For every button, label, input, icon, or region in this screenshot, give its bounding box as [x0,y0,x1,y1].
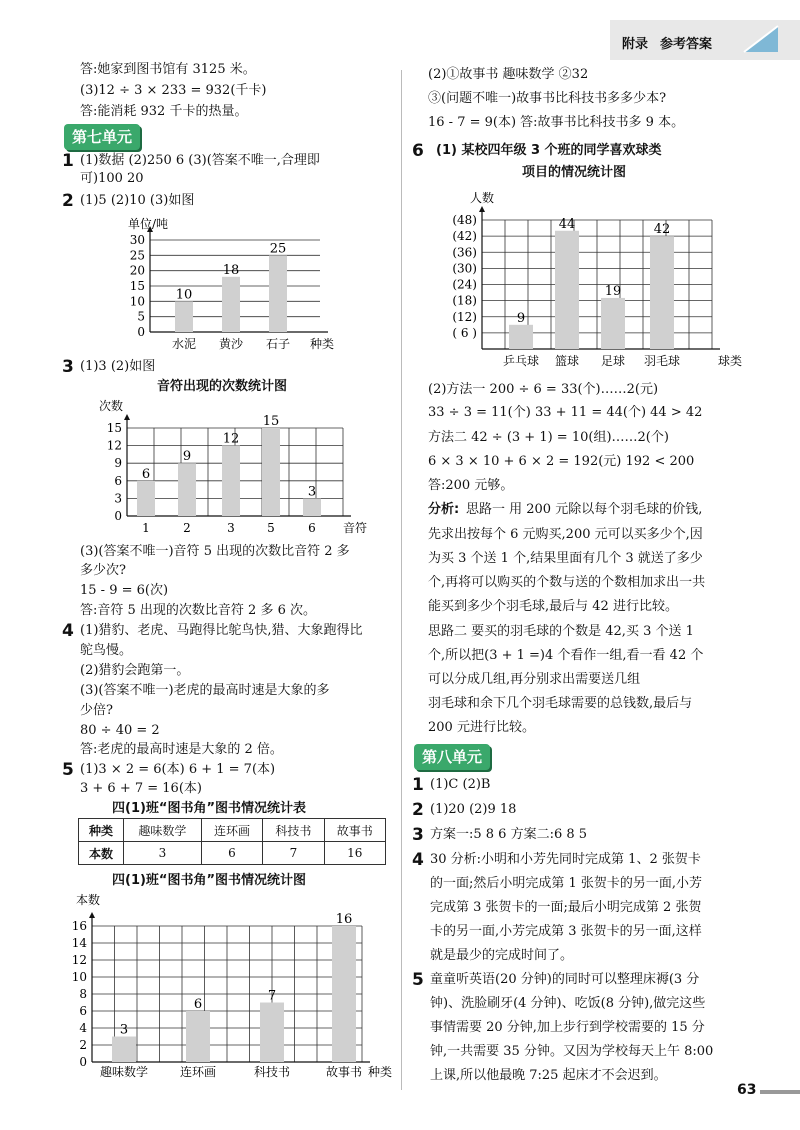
y-tick-label: 30 [129,233,145,247]
q4-l3: (2)猎豹会跑第一。 [80,663,190,678]
x-tick-label: 黄沙 [218,337,244,351]
bar [112,1037,136,1063]
table-cell: 趣味数学 [124,819,202,842]
q6-title1: (1) 某校四年级 3 个班的同学喜欢球类 [436,143,662,158]
chart-books [62,890,398,1080]
x-tick-label: 水泥 [171,337,197,351]
q4-l2: 鸵鸟慢。 [80,643,133,658]
y-tick-label: 6 [114,473,122,488]
bar-value-label: 42 [653,222,671,238]
bar [260,1003,284,1063]
u8q2-text: (1)20 (2)9 18 [430,802,517,817]
bar-value-label: 6 [193,997,203,1012]
y-tick-label: (30) [452,261,477,276]
y-tick-label: 10 [71,970,87,984]
bar-value-label: 7 [267,988,277,1004]
bar-value-label: 9 [516,310,526,326]
x-axis-label: 种类 [309,337,335,351]
y-axis-arrow [479,206,485,212]
left-line: 答:能消耗 932 千卡的热量。 [80,104,248,119]
bar [269,255,287,332]
q4-number: 4 [62,621,74,641]
y-tick-label: 14 [71,936,87,950]
q3-line1: (1)3 (2)如图 [80,359,156,374]
bar-value-label: 3 [307,484,317,500]
bar-value-label: 15 [262,414,280,429]
page-number-bar [760,1090,800,1094]
y-tick-label: 0 [79,1055,87,1069]
chart-materials [110,210,350,355]
bar-value-label: 18 [222,262,240,278]
y-tick-label: 15 [106,421,122,435]
bar [175,301,193,332]
x-tick-label: 2 [183,521,191,535]
q1-line1: (1)数据 (2)250 6 (3)(答案不唯一,合理即 [80,153,320,168]
q6-m4: 6 × 3 × 10 + 6 × 2 = 192(元) 192 < 200 [428,454,695,469]
u8q4-number: 4 [412,850,424,870]
y-tick-label: (24) [452,277,477,292]
q5-l2: 3 + 6 + 7 = 16(本) [80,781,202,796]
u8q2-number: 2 [412,800,424,820]
x-tick-label: 5 [267,521,275,535]
books-table [78,818,386,865]
y-axis-label: 次数 [99,399,124,413]
chart2-title: 音符出现的次数统计图 [157,379,288,394]
bar-value-label: 3 [119,1022,129,1038]
u8q4-l3: 完成第 3 张贺卡的一面;最后小明完成第 2 张贺 [430,900,702,915]
q6-f3: 为买 3 个送 1 个,结果里面有几个 3 就送了多少 [428,551,703,566]
right-line: (2)①故事书 趣味数学 ②32 [428,67,589,82]
y-tick-label: ( 6 ) [452,325,477,340]
q6-g2: 个,所以把(3 + 1 =)4 个看作一组,看一看 42 个 [428,648,704,663]
y-tick-label: 8 [79,987,87,1001]
bar [222,446,240,516]
x-tick-label: 6 [308,521,316,535]
x-tick-label: 科技书 [253,1065,291,1079]
bar [186,1011,210,1062]
y-tick-label: 15 [129,279,145,293]
y-axis-arrow [89,912,95,918]
u8q5-l3: 事情需要 20 分钟,加上步行到学校需要的 15 分 [430,1020,705,1035]
book-icon [740,22,782,56]
u8q1-number: 1 [412,775,424,795]
header-appendix: 附录 [622,37,649,52]
x-tick-label: 篮球 [554,354,580,368]
q6-g5: 200 元进行比较。 [428,720,535,735]
u8q1-text: (1)C (2)B [430,777,491,792]
q2-line1: (1)5 (2)10 (3)如图 [80,193,195,208]
table-header-row [79,819,386,842]
x-tick-label: 1 [142,521,150,535]
q6-f2: 先求出按每个 6 元购买,200 元可以买多少个,因 [428,527,703,542]
q6-m3: 方法二 42 ÷ (3 + 1) = 10(组)……2(个) [428,430,669,445]
y-tick-label: 0 [114,509,122,523]
q6-f5: 能买到多少个羽毛球,最后与 42 进行比较。 [428,599,678,614]
y-tick-label: 6 [79,1004,87,1018]
q4-l5: 少倍? [80,703,113,718]
x-tick-label: 故事书 [325,1065,363,1079]
u8q4-l2: 的一面;然后小明完成第 1 张贺卡的另一面,小芳 [430,876,703,891]
u8q3-text: 方案一:5 8 6 方案二:6 8 5 [430,827,588,842]
bar-value-label: 44 [558,216,576,232]
q6-f1: 思路一 用 200 元除以每个羽毛球的价钱, [466,502,703,517]
q6-title2: 项目的情况统计图 [522,165,627,180]
page-number: 63 [737,1082,757,1098]
y-tick-label: 4 [79,1021,87,1035]
unit7-heading: 第七单元 [64,124,140,150]
x-tick-label: 趣味数学 [99,1065,149,1079]
x-tick-label: 羽毛球 [643,354,681,368]
q5-number: 5 [62,760,74,780]
y-tick-label: (48) [452,213,477,227]
y-tick-label: 5 [137,309,145,324]
y-tick-label: 9 [114,456,122,471]
bar-value-label: 10 [175,287,193,303]
y-axis-arrow [124,414,130,420]
y-tick-label: (42) [452,229,477,244]
table-cell: 6 [201,842,262,865]
q5-l1: (1)3 × 2 = 6(本) 6 + 1 = 7(本) [80,762,276,777]
q6-g3: 可以分成几组,再分别求出需要送几组 [428,672,641,687]
q6-m5: 答:200 元够。 [428,478,514,493]
table-cell: 故事书 [324,819,385,842]
bar [601,298,625,349]
bar [650,236,674,349]
u8q4-l5: 就是最少的完成时间了。 [430,948,574,963]
y-tick-label: 20 [129,263,145,278]
bar [178,463,196,516]
x-tick-label: 乒乓球 [502,354,540,368]
bar [332,926,356,1062]
table-title: 四(1)班“图书角”图书情况统计表 [112,801,307,816]
y-tick-label: 3 [114,491,122,506]
table-cell: 7 [263,842,324,865]
left-line: 答:她家到图书馆有 3125 米。 [80,62,256,77]
table-cell: 连环画 [201,819,262,842]
column-divider [401,70,402,1090]
x-tick-label: 足球 [600,354,626,368]
x-axis-label: 音符 [342,521,368,535]
table-row [79,842,386,865]
y-axis-label: 人数 [470,191,495,205]
x-tick-label: 石子 [265,337,291,351]
bar [262,428,280,516]
bar-value-label: 12 [222,431,240,447]
u8q3-number: 3 [412,825,424,845]
chart3-title: 四(1)班“图书角”图书情况统计图 [112,873,307,888]
bar-value-label: 6 [141,466,151,482]
bar-value-label: 25 [269,241,287,257]
bar [555,231,579,349]
table-cell: 本数 [79,842,124,865]
q1-number: 1 [62,151,74,171]
u8q5-l4: 钟,一共需要 35 分钟。又因为学校每天上午 8:00 [430,1044,714,1059]
u8q5-l2: 钟)、洗脸刷牙(4 分钟)、吃饭(8 分钟),做完这些 [430,996,706,1011]
chart-notes [85,396,395,538]
bar [222,277,240,332]
bar [509,325,533,349]
right-line: ③(问题不唯一)故事书比科技书多多少本? [428,91,667,106]
q6-f4: 个,再将可以购买的个数与送的个数相加求出一共 [428,575,706,590]
bar [137,481,155,516]
q2-number: 2 [62,191,74,211]
q6-g1: 思路二 要买的羽毛球的个数是 42,买 3 个送 1 [428,624,694,639]
table-cell: 3 [124,842,202,865]
y-tick-label: 2 [79,1038,87,1052]
x-tick-label: 3 [227,521,235,535]
q6-m1: (2)方法一 200 ÷ 6 = 33(个)……2(元) [428,382,659,397]
bar-value-label: 19 [604,283,622,299]
q1-line2: 可)100 20 [80,171,144,186]
y-axis-label: 单位/吨 [128,217,169,231]
q3-a1: (3)(答案不唯一)音符 5 出现的次数比音符 2 多 [80,544,350,559]
table-cell: 科技书 [263,819,324,842]
u8q5-number: 5 [412,970,424,990]
u8q5-l5: 上课,所以他最晚 7:25 起床才不会迟到。 [430,1068,667,1083]
y-tick-label: (12) [452,309,477,324]
q3-a4: 答:音符 5 出现的次数比音符 2 多 6 次。 [80,603,316,618]
left-line: (3)12 ÷ 3 × 233 = 932(千卡) [80,83,267,98]
q4-l7: 答:老虎的最高时速是大象的 2 倍。 [80,742,283,757]
q6-m2: 33 ÷ 3 = 11(个) 33 + 11 = 44(个) 44 > 42 [428,405,703,420]
y-tick-label: 10 [129,294,145,309]
bar-value-label: 9 [182,449,192,465]
chart-ballgames [412,186,742,376]
y-tick-label: 16 [71,919,87,933]
y-tick-label: 12 [71,953,87,967]
x-axis-label: 球类 [717,354,742,368]
x-axis-label: 种类 [367,1065,393,1079]
y-tick-label: 0 [137,325,145,339]
unit8-heading: 第八单元 [414,744,490,770]
u8q5-l1: 童童听英语(20 分钟)的同时可以整理床褥(3 分 [430,972,700,987]
y-tick-label: 12 [106,438,122,453]
q4-l4: (3)(答案不唯一)老虎的最高时速是大象的多 [80,683,330,698]
q6-number: 6 [412,141,424,161]
u8q4-l1: 30 分析:小明和小芳先同时完成第 1、2 张贺卡 [430,852,701,867]
y-axis-label: 本数 [76,893,101,907]
y-tick-label: (36) [452,245,477,260]
q6-g4: 羽毛球和余下几个羽毛球需要的总钱数,最后与 [428,696,693,711]
header-answers: 参考答案 [660,37,713,52]
table-cell: 种类 [79,819,124,842]
y-tick-label: (18) [452,293,477,308]
bar [303,498,321,516]
u8q4-l4: 卡的另一面,小芳完成第 3 张贺卡的另一面,这样 [430,924,702,939]
q4-l6: 80 ÷ 40 = 2 [80,723,160,738]
table-cell: 16 [324,842,385,865]
bar-value-label: 16 [335,912,353,927]
q3-number: 3 [62,357,74,377]
q6-analysis-label: 分析: [428,502,460,517]
q4-l1: (1)猎豹、老虎、马跑得比鸵鸟快,猎、大象跑得比 [80,623,363,638]
q3-a2: 多少次? [80,563,126,578]
q3-a3: 15 - 9 = 6(次) [80,583,169,598]
x-tick-label: 连环画 [179,1065,217,1079]
right-line: 16 - 7 = 9(本) 答:故事书比科技书多 9 本。 [428,115,685,130]
y-tick-label: 25 [129,248,145,263]
